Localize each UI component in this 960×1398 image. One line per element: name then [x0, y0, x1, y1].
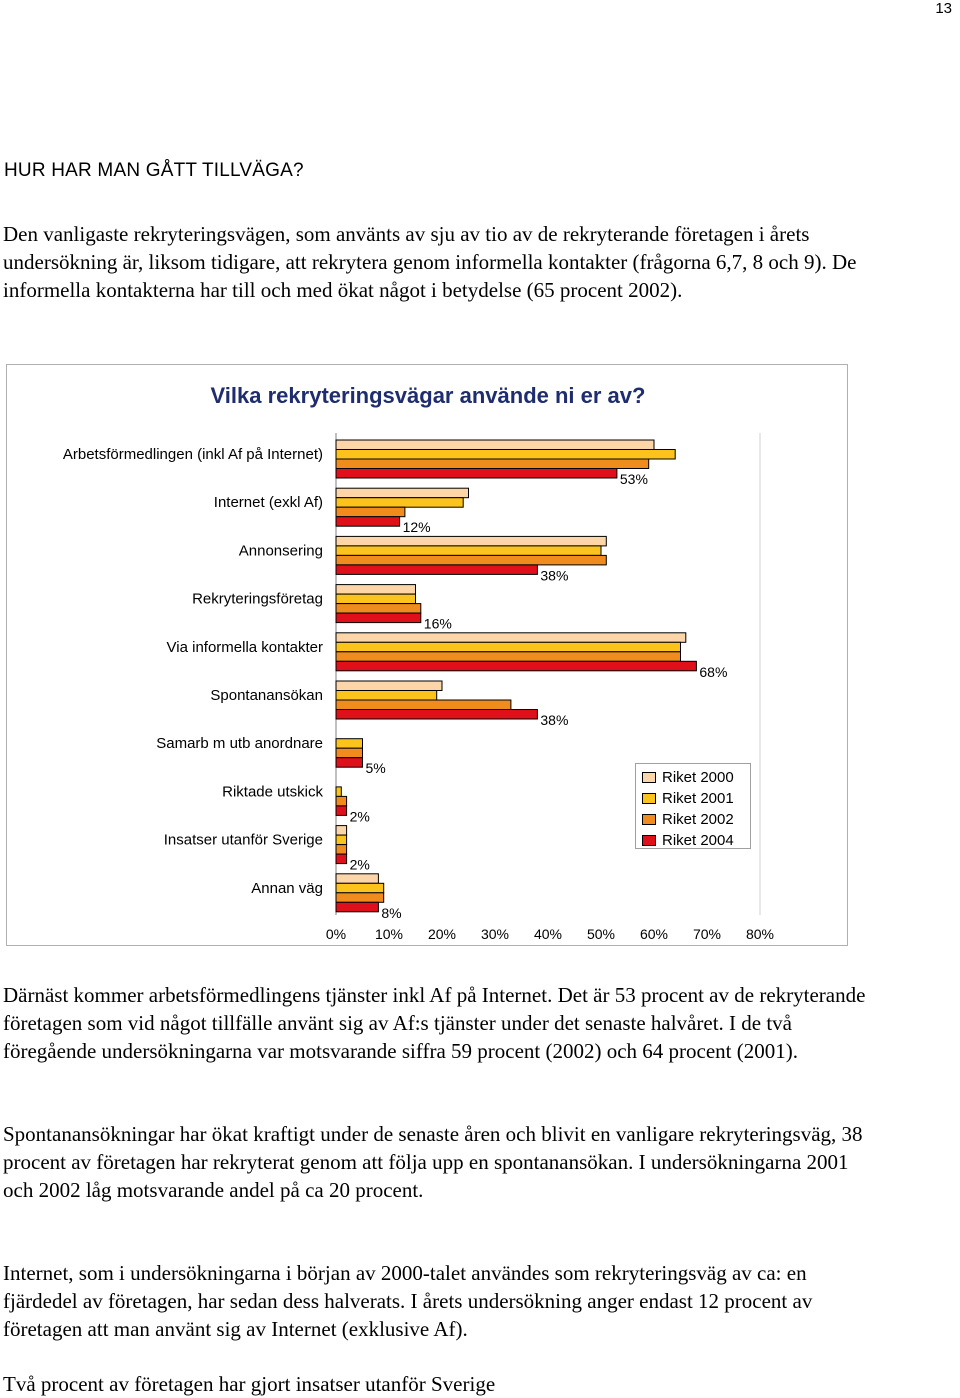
bar [336, 700, 511, 710]
bar [336, 854, 347, 864]
chart-title: Vilka rekryteringsvägar använde ni er av? [210, 383, 646, 408]
bar [336, 835, 347, 845]
data-label: 38% [540, 712, 569, 728]
data-label: 2% [349, 808, 370, 825]
bar [336, 787, 341, 797]
legend-item [642, 767, 750, 788]
bar [336, 691, 437, 701]
x-tick-label: 60% [639, 926, 669, 942]
data-label: 2% [349, 856, 370, 873]
bar [336, 642, 681, 652]
bar [336, 796, 347, 806]
bar [336, 546, 601, 556]
bar [336, 710, 537, 720]
bar [336, 806, 347, 816]
category-label: Insatser utanför Sverige [163, 831, 323, 849]
bar [336, 498, 463, 508]
bar [336, 652, 681, 662]
legend-swatch [642, 772, 656, 783]
category-label: Arbetsförmedlingen (inkl Af på Internet) [62, 446, 323, 463]
category-label: Samarb m utb anordnare [156, 735, 323, 753]
bar [336, 748, 363, 758]
intro-paragraph: Den vanligaste rekryteringsvägen, som använts av sju av tio av de rekryterande företagen i årets undersökning är, liksom tidigare, att rekrytera genom informella kontakter (frågorna 6,7, 8 och 9). De informella kontakterna har till och med ökat något i betydelse (65 procent 2002). [3, 222, 857, 302]
data-label: 16% [423, 615, 452, 632]
bar [336, 661, 696, 671]
x-tick-label: 50% [586, 926, 616, 942]
x-tick-label: 10% [374, 926, 404, 942]
data-label: 8% [381, 904, 402, 921]
abroad-paragraph: Två procent av företagen har gjort insatser utanför Sverige [3, 1372, 496, 1396]
bar [336, 845, 347, 855]
chart [6, 364, 848, 946]
category-label: Riktade utskick [222, 783, 323, 801]
data-label: 53% [619, 471, 648, 487]
legend-label: Riket 2001 [662, 790, 734, 807]
category-label: Rekryteringsföretag [192, 590, 323, 608]
bar [336, 555, 606, 565]
chart-legend [635, 763, 751, 849]
x-tick-label: 40% [533, 926, 563, 942]
legend-swatch [642, 793, 656, 804]
af-paragraph: Därnäst kommer arbetsförmedlingens tjänster inkl Af på Internet. Det är 53 procent av de rekryterande företagen som vid något tillfälle använt sig av Af:s tjänster under det senaste halvåret. I de två föregående undersökningarna var motsvarande siffra 59 procent (2002) och 64 procent (2001). [3, 983, 866, 1063]
bar [336, 450, 675, 460]
legend-item [642, 809, 750, 830]
legend-label: Riket 2000 [662, 769, 734, 786]
bar [336, 883, 384, 893]
bar [336, 469, 617, 479]
bar [336, 604, 421, 614]
bar [336, 893, 384, 903]
bar [336, 594, 416, 604]
data-label: 12% [402, 519, 431, 536]
bar [336, 459, 649, 469]
bar [336, 758, 363, 768]
bar [336, 565, 537, 575]
data-label: 5% [365, 760, 386, 777]
bar [336, 902, 378, 912]
data-label: 38% [540, 567, 569, 584]
legend-item [642, 830, 750, 851]
category-label: Annan väg [251, 879, 323, 897]
x-tick-label: 30% [480, 926, 510, 942]
x-tick-label: 0% [325, 926, 347, 942]
x-tick-label: 80% [745, 926, 775, 942]
bar [336, 536, 606, 546]
x-tick-label: 70% [692, 926, 722, 942]
chart-svg [7, 365, 849, 947]
section-heading: HUR HAR MAN GÅTT TILLVÄGA? [4, 160, 304, 181]
page-number: 13 [935, 0, 952, 17]
bar [336, 507, 405, 517]
bar [336, 633, 686, 643]
data-label: 68% [699, 663, 728, 680]
bar [336, 613, 421, 623]
x-tick-label: 20% [427, 926, 457, 942]
category-label: Annonsering [238, 542, 323, 560]
spontan-paragraph: Spontanansökningar har ökat kraftigt under de senaste åren och blivit en vanligare rekryteringsväg, 38 procent av företagen har rekryterat genom att följa upp en spontanansökan. I undersökningarna 2001 och 2002 låg motsvarande andel på ca 20 procent. [3, 1122, 863, 1202]
legend-label: Riket 2002 [662, 811, 734, 828]
bar [336, 440, 654, 450]
bar [336, 826, 347, 836]
legend-item [642, 788, 750, 809]
legend-swatch [642, 814, 656, 825]
category-label: Spontanansökan [210, 687, 323, 704]
bar [336, 517, 400, 527]
bar [336, 874, 378, 884]
bar [336, 585, 416, 595]
bar [336, 488, 469, 498]
internet-paragraph: Internet, som i undersökningarna i början av 2000-talet användes som rekryteringsväg av ca: en fjärdedel av företagen, har sedan dess halverats. I årets undersökning anger endast 12 procent av företagen att man använt sig av Internet (exklusive Af). [3, 1261, 813, 1341]
category-label: Via informella kontakter [166, 638, 323, 656]
category-label: Internet (exkl Af) [213, 494, 323, 512]
legend-label: Riket 2004 [662, 832, 734, 849]
bar [336, 681, 442, 691]
legend-swatch [642, 835, 656, 846]
bar [336, 739, 363, 749]
